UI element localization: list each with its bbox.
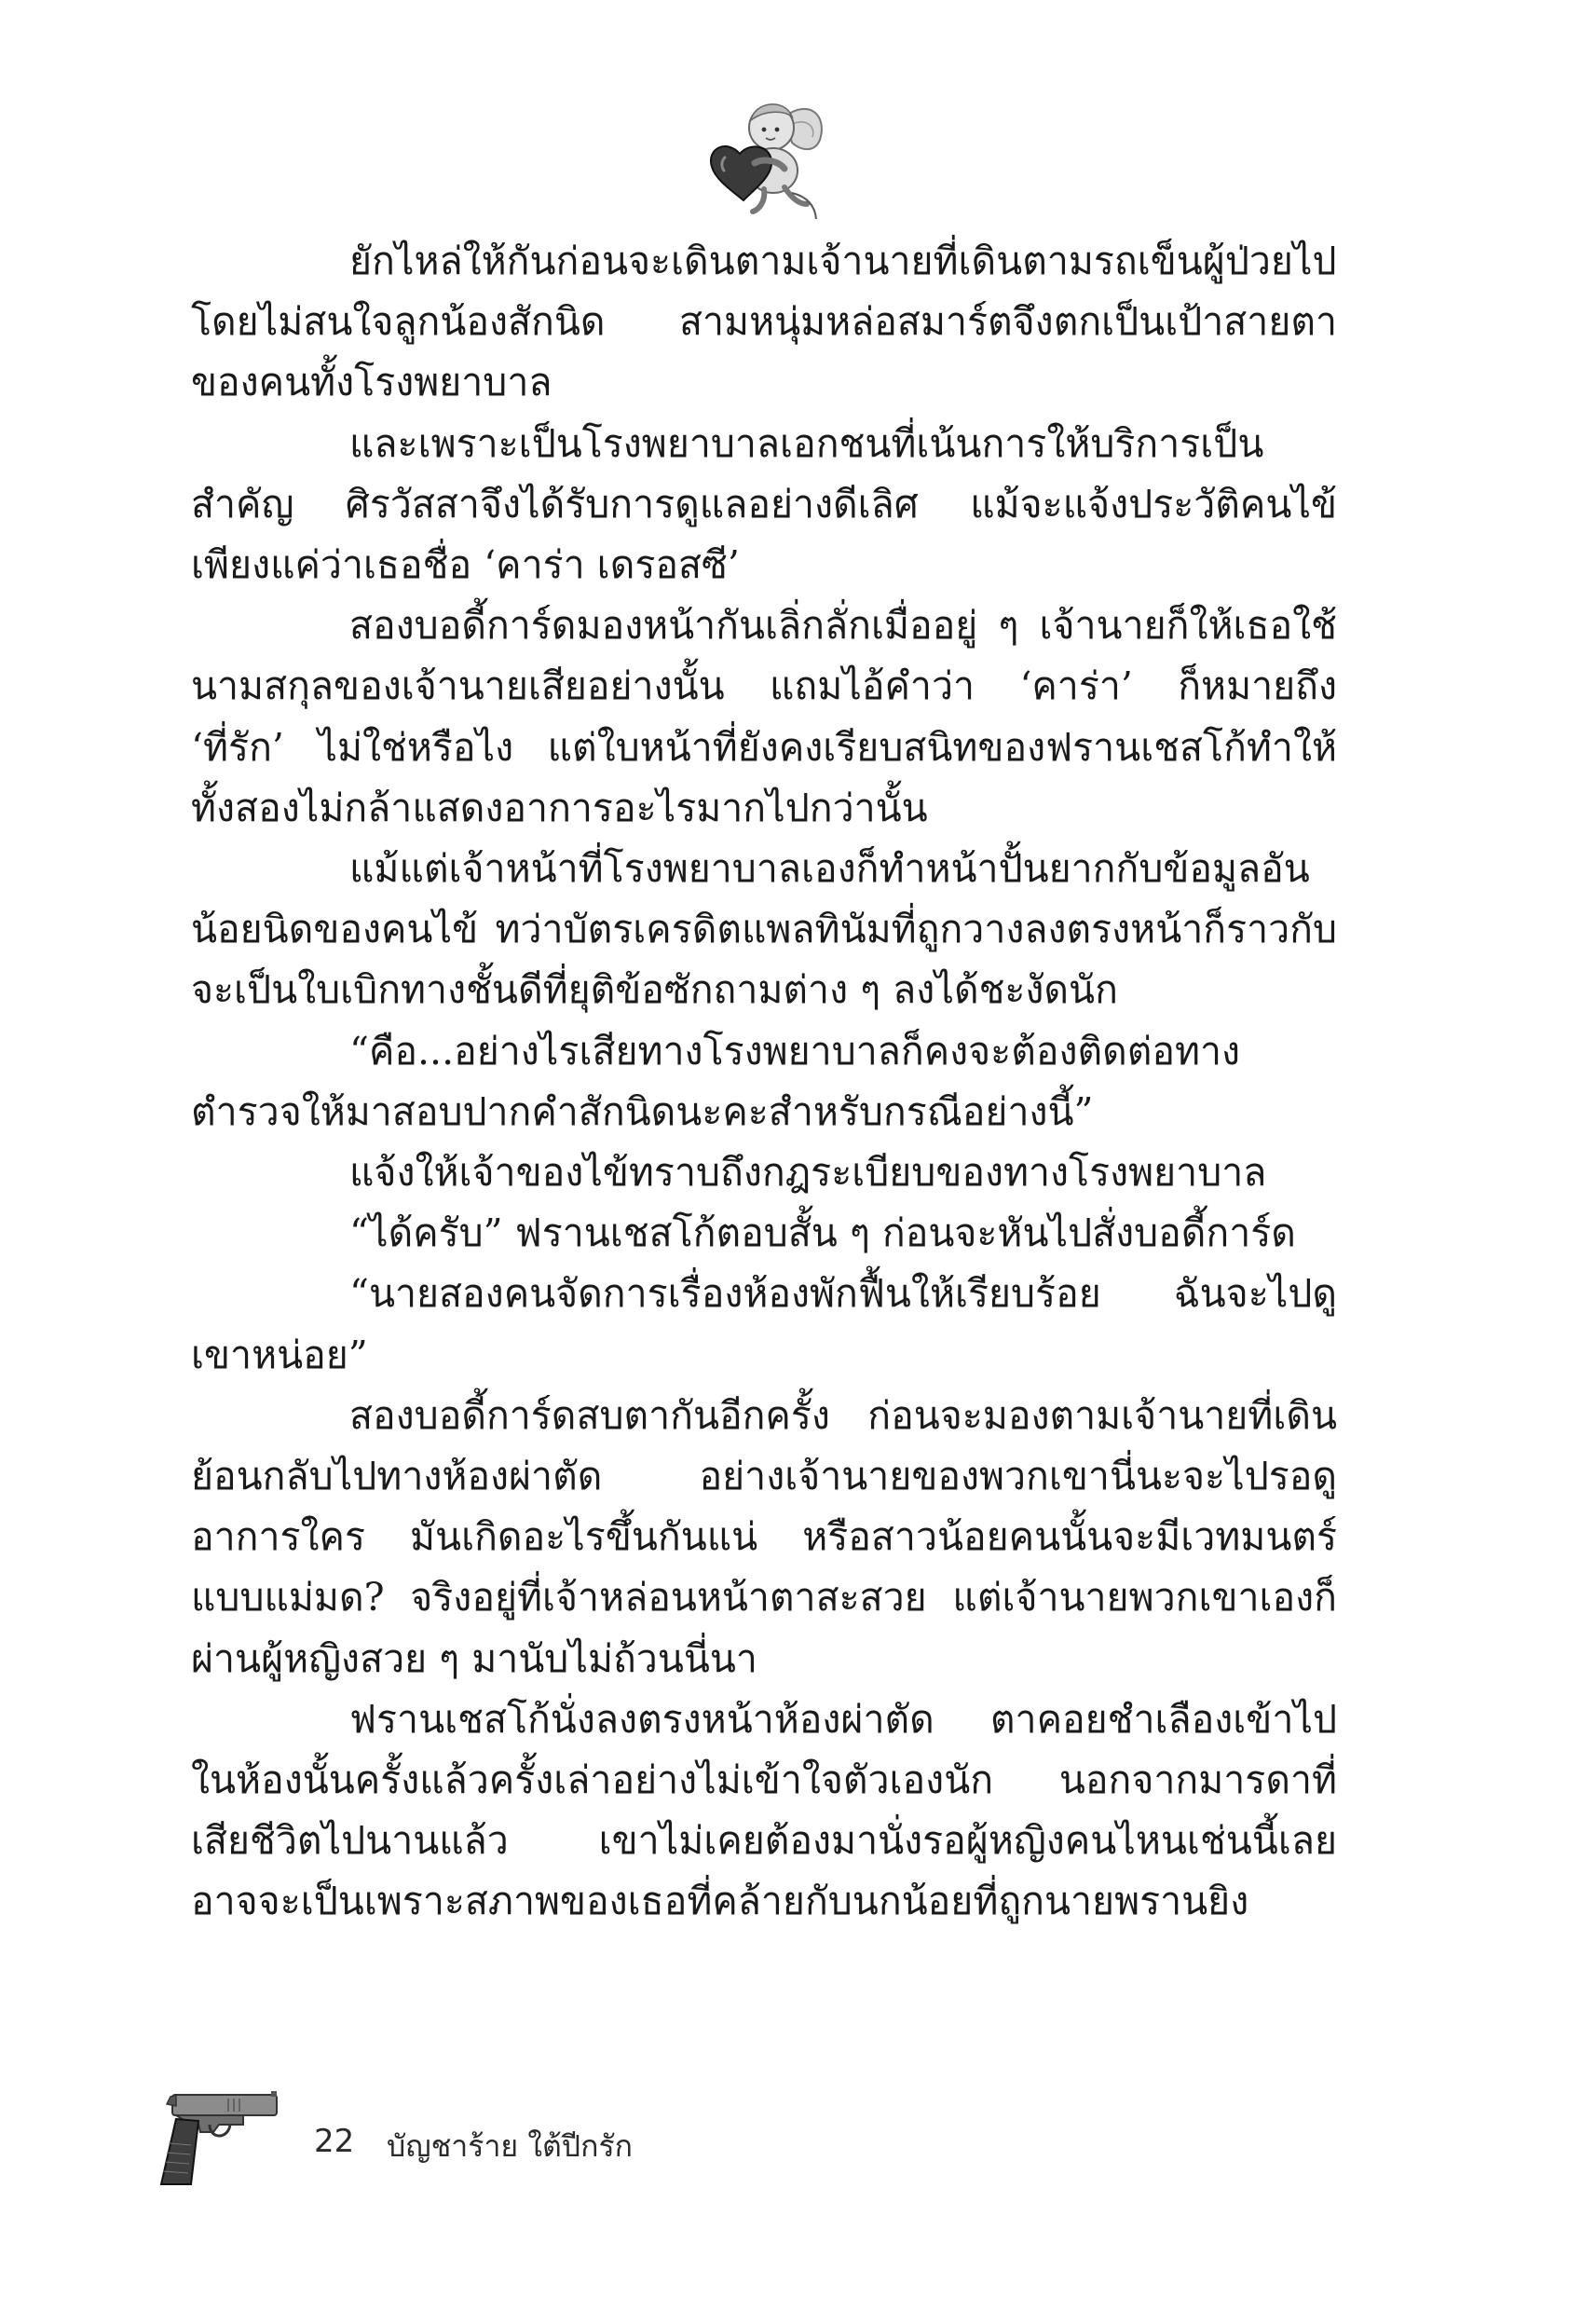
body-text: [191, 231, 1337, 1933]
paragraph: สองบอดี้การ์ดสบตากันอีกครั้ง ก่อนจะมองตามเจ้านายที่เดินย้อนกลับไปทางห้องผ่าตัด อย่างเจ้านายของพวกเขานี่นะจะไปรอดูอาการใคร มันเกิดอะไรขึ้นกันแน่ หรือสาวน้อยคนนั้นจะมีเวทมนตร์แบบแม่มด? จริงอยู่ที่เจ้าหล่อนหน้าตาสะสวย แต่เจ้านายพวกเขาเองก็ผ่านผู้หญิงสวย ๆ มานับไม่ถ้วนนี่นา: [191, 1392, 1337, 1681]
page-footer: [154, 2087, 899, 2208]
paragraph: และเพราะเป็นโรงพยาบาลเอกชนที่เน้นการให้บริการเป็นสำคัญ ศิรวัสสาจึงได้รับการดูแลอย่างดีเลิศ แม้จะแจ้งประวัติคนไข้เพียงแค่ว่าเธอชื่อ ‘คาร่า เดรอสซี’: [191, 420, 1337, 588]
paragraph: “คือ...อย่างไรเสียทางโรงพยาบาลก็คงจะต้องติดต่อทางตำรวจให้มาสอบปากคำสักนิดนะคะสำหรับกรณีอย่างนี้”: [191, 1028, 1241, 1134]
paragraph: “นายสองคนจัดการเรื่องห้องพักฟื้นให้เรียบร้อย ฉันจะไปดูเขาหน่อย”: [191, 1271, 1337, 1377]
paragraph: “ได้ครับ” ฟรานเชสโก้ตอบสั้น ๆ ก่อนจะหันไปสั่งบอดี้การ์ด: [349, 1210, 1296, 1256]
paragraph: ฟรานเชสโก้นั่งลงตรงหน้าห้องผ่าตัด ตาคอยชำเลืองเข้าไปในห้องนั้นครั้งแล้วครั้งเล่าอย่างไม่เข้าใจตัวเองนัก นอกจากมารดาที่เสียชีวิตไปนานแล้ว เขาไม่เคยต้องมานั่งรอผู้หญิงคนไหนเช่นนี้เลย อาจจะเป็นเพราะสภาพของเธอที่คล้ายกับนกน้อยที่ถูกนายพรานยิง: [191, 1696, 1337, 1924]
paragraph: สองบอดี้การ์ดมองหน้ากันเลิ่กลั่กเมื่ออยู่ ๆ เจ้านายก็ให้เธอใช้นามสกุลของเจ้านายเสียอย่างนั้น แถมไอ้คำว่า ‘คาร่า’ ก็หมายถึง ‘ที่รัก’ ไม่ใช่หรือไง แต่ใบหน้าที่ยังคงเรียบสนิทของฟรานเชสโก้ทำให้ทั้งสองไม่กล้าแสดงอาการอะไรมากไปกว่านั้น: [191, 603, 1337, 830]
paragraph: แจ้งให้เจ้าของไข้ทราบถึงกฎระเบียบของทางโรงพยาบาล: [349, 1150, 1267, 1196]
paragraph: แม้แต่เจ้าหน้าที่โรงพยาบาลเองก็ทำหน้าปั้นยากกับข้อมูลอันน้อยนิดของคนไข้ ทว่าบัตรเครดิตแพลทินัมที่ถูกวางลงตรงหน้าก็ราวกับจะเป็นใบเบิกทางชั้นดีที่ยุติข้อซักถามต่าง ๆ ลงได้ชะงัดนัก: [191, 846, 1337, 1013]
pistol-icon: [154, 2087, 284, 2190]
book-title: บัญชาร้าย ใต้ปีกรัก: [387, 2128, 633, 2164]
cupid-with-heart-icon: [699, 89, 829, 219]
paragraph: ยักไหล่ให้กันก่อนจะเดินตามเจ้านายที่เดินตามรถเข็นผู้ป่วยไปโดยไม่สนใจลูกน้องสักนิด สามหนุ่มหล่อสมาร์ตจึงตกเป็นเป้าสายตาของคนทั้งโรงพยาบาล: [191, 239, 1337, 405]
page-number: 22: [314, 2123, 355, 2160]
